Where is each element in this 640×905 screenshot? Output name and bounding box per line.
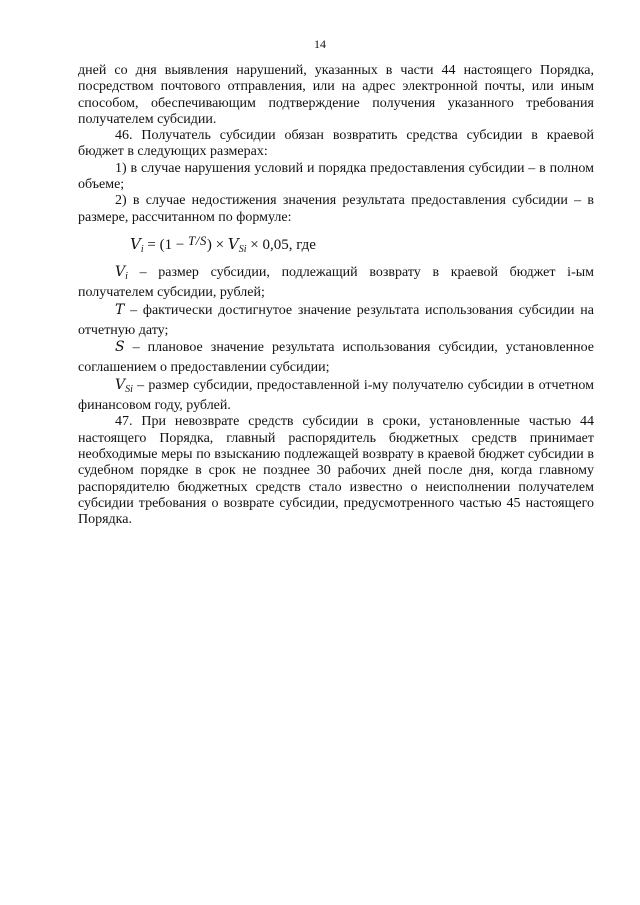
definition-subscript: Si xyxy=(125,383,133,395)
definition-text: – фактически достигнутое значение результата использования субсидии на отчетную дату; xyxy=(78,302,594,338)
definition-symbol: S xyxy=(115,339,125,356)
formula-lhs-sub: i xyxy=(140,243,144,255)
formula-fraction: T/S xyxy=(188,232,207,248)
paragraph-46-item-2: 2) в случае недостижения значения результата предоставления субсидии – в размере, рассчитанном по формуле: xyxy=(78,193,594,225)
definition-subscript: i xyxy=(125,270,128,282)
definition-symbol: T xyxy=(115,301,125,318)
formula xyxy=(130,229,594,262)
formula-rhs-var: V xyxy=(227,234,239,253)
formula-lhs-var: V xyxy=(130,234,141,253)
paragraph-continuation: дней со дня выявления нарушений, указанных в части 44 настоящего Порядка, посредством почтового отправления, или на адрес электронной почты, или иным способом, обеспечивающим подтверждение получения указанного требования получателем субсидии. xyxy=(78,63,594,127)
definition-t xyxy=(78,302,594,340)
formula-close-times: ) × xyxy=(206,236,228,253)
page-number: 14 xyxy=(314,37,326,51)
definition-vi xyxy=(78,264,594,302)
paragraph-47: 47. При невозврате средств субсидии в сроки, установленные частью 44 настоящего Порядка, главный распорядитель бюджетных средств принимает необходимые меры по взысканию подлежащей возврату в краевой бюджет субсидии в судебном порядке в срок не позднее 30 рабочих дней после дня, когда главному распорядителю бюджетных средств стало известно о неисполнении получателем субсидии требования о возврате субсидии, предусмотренного частью 45 настоящего Порядка. xyxy=(78,414,594,528)
definition-text: – плановое значение результата использования субсидии, установленное соглашением о предоставлении субсидии; xyxy=(78,340,594,376)
definition-vsi xyxy=(78,377,594,415)
definition-text: – размер субсидии, подлежащий возврату в краевой бюджет i-ым получателем субсидии, рублей; xyxy=(78,264,594,301)
paragraph-46-item-1: 1) в случае нарушения условий и порядка предоставления субсидии – в полном объеме; xyxy=(78,160,594,193)
paragraph-46: 46. Получатель субсидии обязан возвратить средства субсидии в краевой бюджет в следующих размерах: xyxy=(78,128,594,160)
definition-symbol: V xyxy=(115,376,126,393)
formula-rhs-sub: Si xyxy=(238,243,247,255)
definition-text: – размер субсидии, предоставленной i-му получателю субсидии в отчетном финансовом году, рублей. xyxy=(78,377,594,414)
definition-symbol: V xyxy=(115,263,126,280)
document-body xyxy=(78,63,594,528)
formula-tail: × 0,05, где xyxy=(246,236,316,253)
definition-s xyxy=(78,339,594,377)
formula-eq-open: = (1 − xyxy=(143,236,189,253)
